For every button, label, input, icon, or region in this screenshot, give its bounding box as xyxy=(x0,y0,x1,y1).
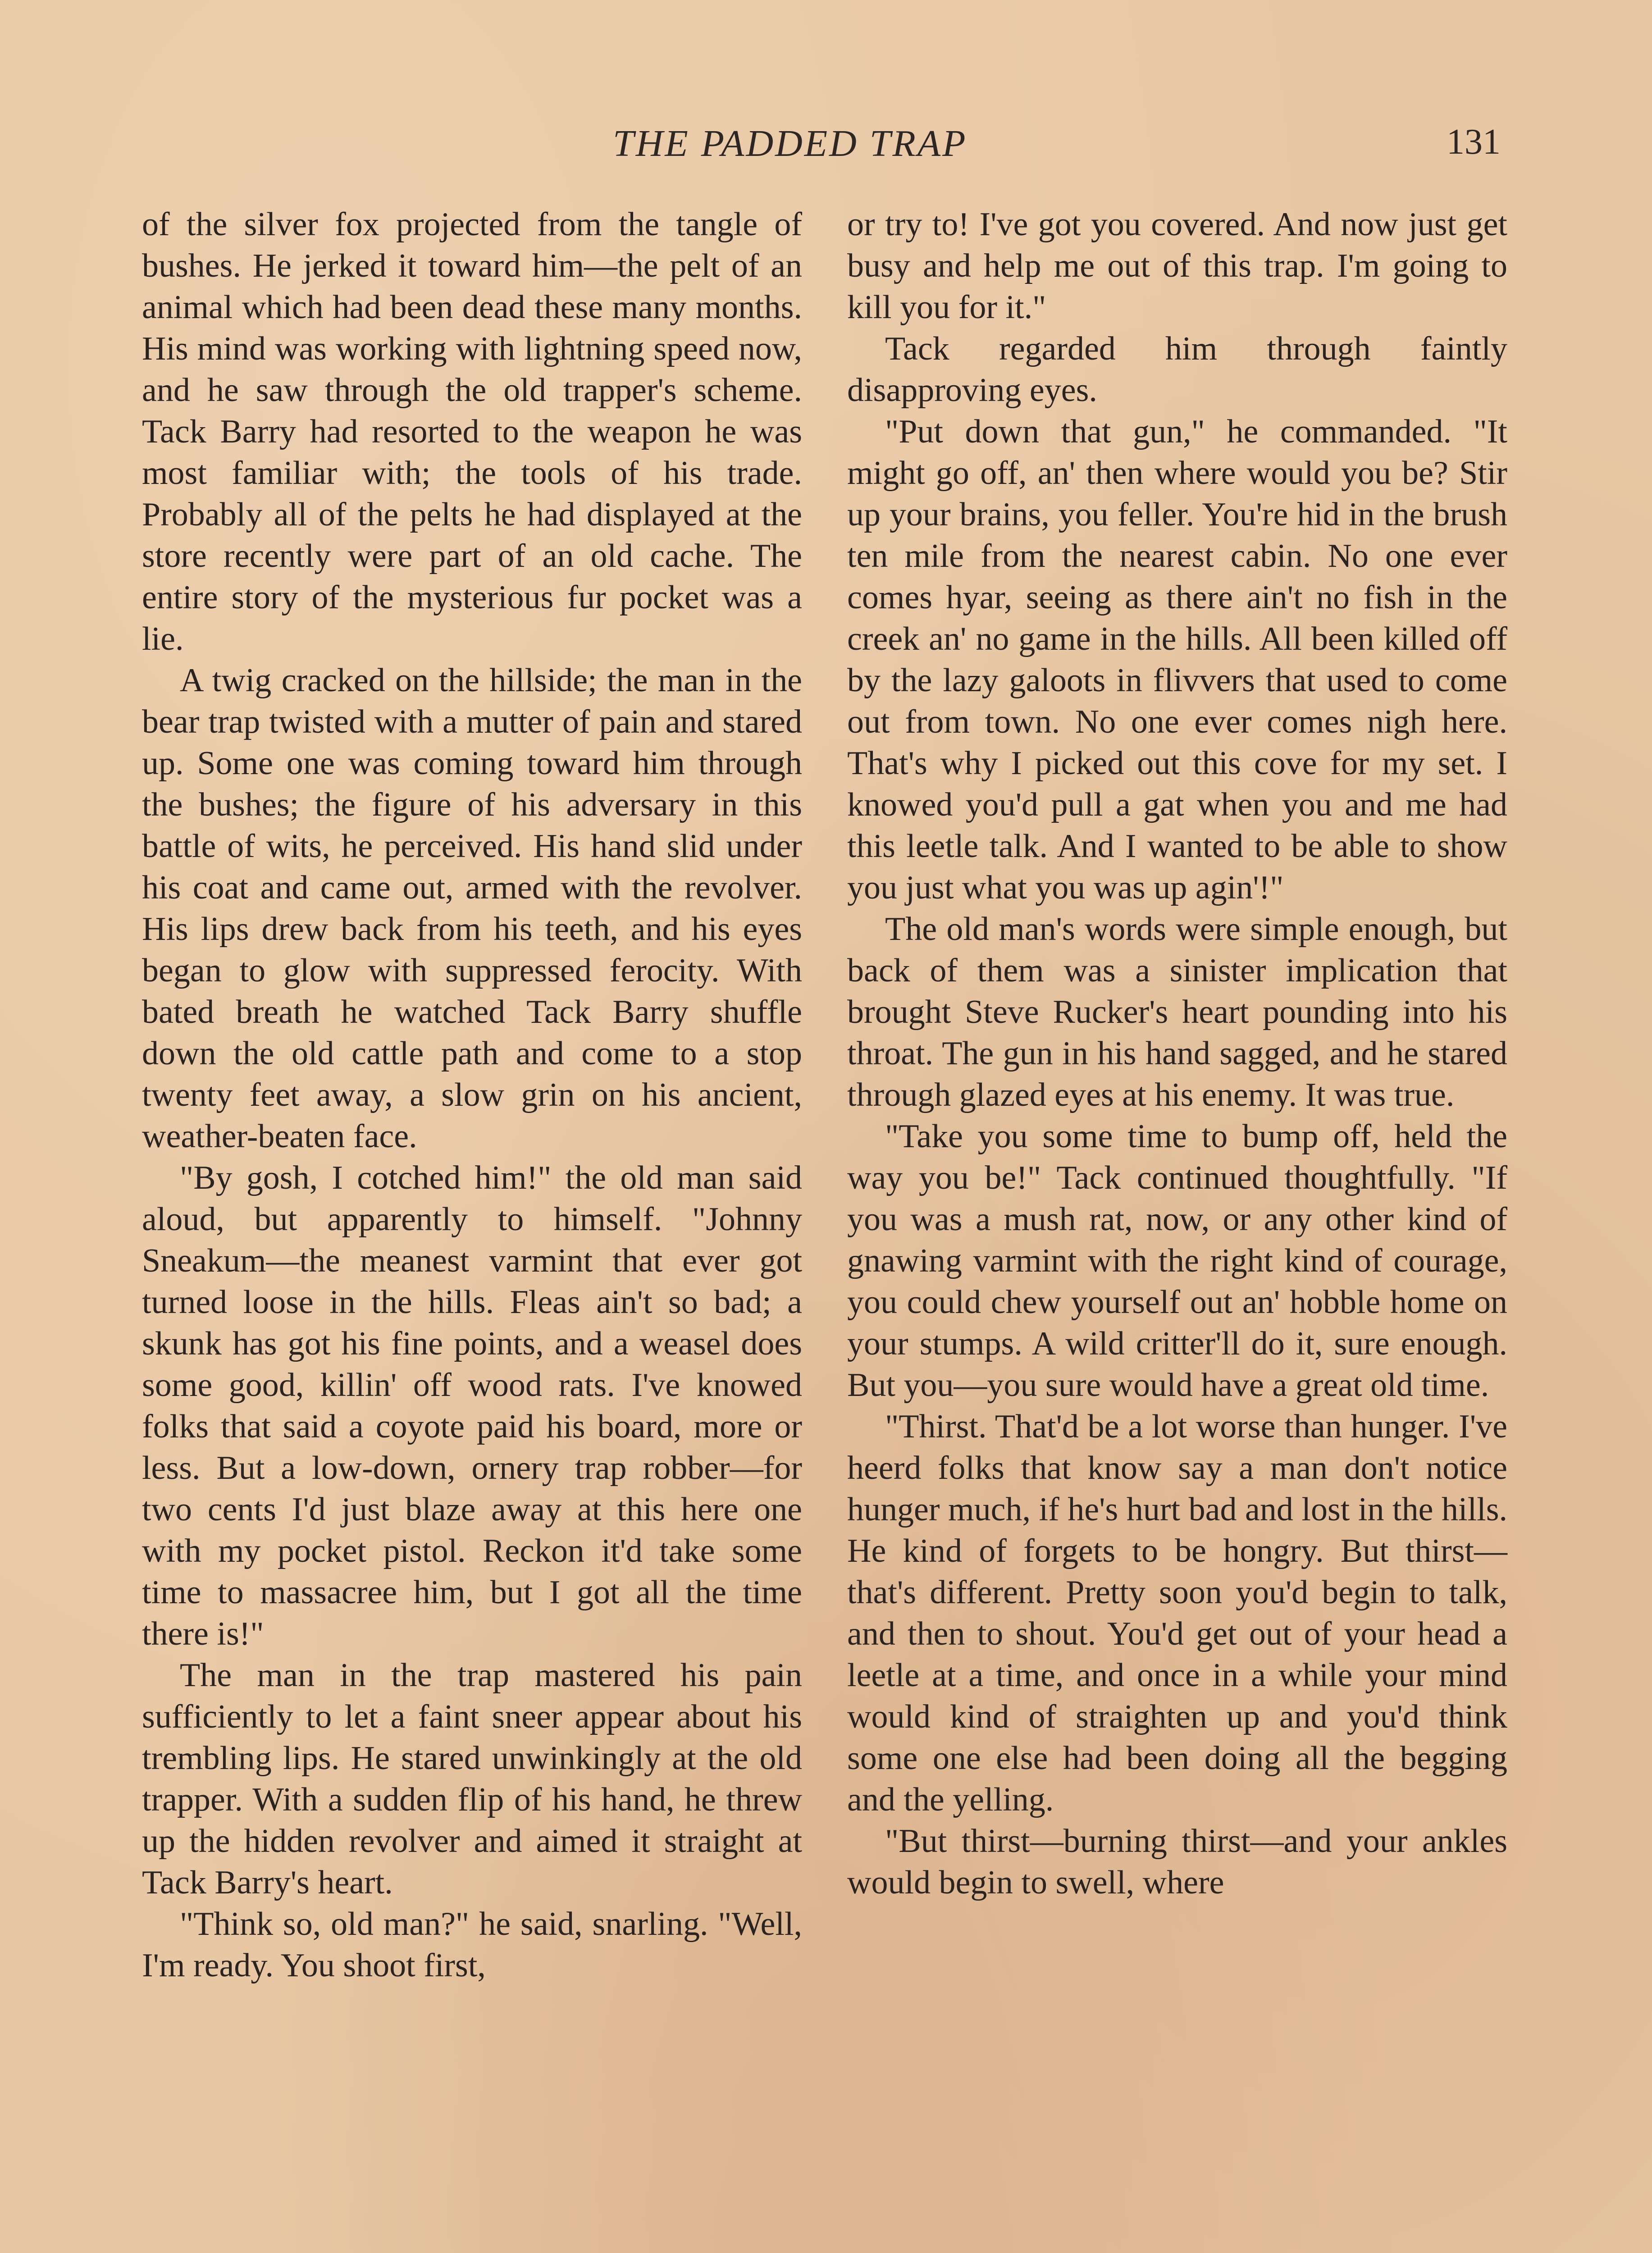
paragraph: or try to! I've got you covered. And now just get busy and help me out of this trap. I'm going to kill you for it." xyxy=(847,206,1507,326)
left-column xyxy=(142,204,802,1986)
paragraph: "Put down that gun," he commanded. "It might go off, an' then where would you be? Stir up your brains, you feller. You're hid in the brush ten mile from the nearest cabin. No one ever comes hyar, seeing as there ain't no fish in the creek an' no game in the hills. All been killed off by the lazy galoots in flivvers that used to come out from town. No one ever comes nigh here. That's why I picked out this cove for my set. I knowed you'd pull a gat when you and me had this leetle talk. And I wanted to be able to show you just what you was up agin'!" xyxy=(847,413,1507,906)
right-column xyxy=(847,204,1507,1903)
running-title: THE PADDED TRAP xyxy=(613,123,967,164)
paragraph: "Think so, old man?" he said, snarling. "Well, I'm ready. You shoot first, xyxy=(142,1906,802,1984)
paragraph: "But thirst—burning thirst—and your ankles would begin to swell, where xyxy=(847,1823,1507,1901)
paragraph: The old man's words were simple enough, but back of them was a sinister implication that brought Steve Rucker's heart pounding into his throat. The gun in his hand sagged, and he stared through glazed eyes at his enemy. It was true. xyxy=(847,911,1507,1113)
paragraph: A twig cracked on the hillside; the man in the bear trap twisted with a mutter of pain and stared up. Some one was coming toward him through the bushes; the figure of his adversary in this battle of wits, he perceived. His hand slid under his coat and came out, armed with the revolver. His lips drew back from his teeth, and his eyes began to glow with suppressed ferocity. With bated breath he watched Tack Barry shuffle down the old cattle path and come to a stop twenty feet away, a slow grin on his ancient, weather-beaten face. xyxy=(142,662,802,1155)
paragraph: "Thirst. That'd be a lot worse than hunger. I've heerd folks that know say a man don't notice hunger much, if he's hurt bad and lost in the hills. He kind of forgets to be hongry. But thirst—that's different. Pretty soon you'd begin to talk, and then to shout. You'd get out of your head a leetle at a time, and once in a while your mind would kind of straighten up and you'd think some one else had been doing all the begging and the yelling. xyxy=(847,1408,1507,1818)
page-number: 131 xyxy=(1447,122,1501,162)
paragraph: Tack regarded him through faintly disapproving eyes. xyxy=(847,330,1507,409)
paragraph: The man in the trap mastered his pain sufficiently to let a faint sneer appear about his trembling lips. He stared unwinkingly at the old trapper. With a sudden flip of his hand, he threw up the hidden revolver and aimed it straight at Tack Barry's heart. xyxy=(142,1657,802,1901)
paragraph: of the silver fox projected from the tangle of bushes. He jerked it toward him—the pelt of an animal which had been dead these many months. His mind was working with lightning speed now, and he saw through the old trapper's scheme. Tack Barry had resorted to the weapon he was most familiar with; the tools of his trade. Probably all of the pelts he had displayed at the store recently were part of an old cache. The entire story of the mysterious fur pocket was a lie. xyxy=(142,206,802,657)
paragraph: "By gosh, I cotched him!" the old man said aloud, but apparently to himself. "Johnny Sneakum—the meanest varmint that ever got turned loose in the hills. Fleas ain't so bad; a skunk has got his fine points, and a weasel does some good, killin' off wood rats. I've knowed folks that said a coyote paid his board, more or less. But a low-down, ornery trap robber—for two cents I'd just blaze away at this here one with my pocket pistol. Reckon it'd take some time to massacree him, but I got all the time there is!" xyxy=(142,1159,802,1652)
paragraph: "Take you some time to bump off, held the way you be!" Tack continued thoughtfully. "If you was a mush rat, now, or any other kind of gnawing varmint with the right kind of courage, you could chew yourself out an' hobble home on your stumps. A wild critter'll do it, sure enough. But you—you sure would have a great old time. xyxy=(847,1118,1507,1404)
